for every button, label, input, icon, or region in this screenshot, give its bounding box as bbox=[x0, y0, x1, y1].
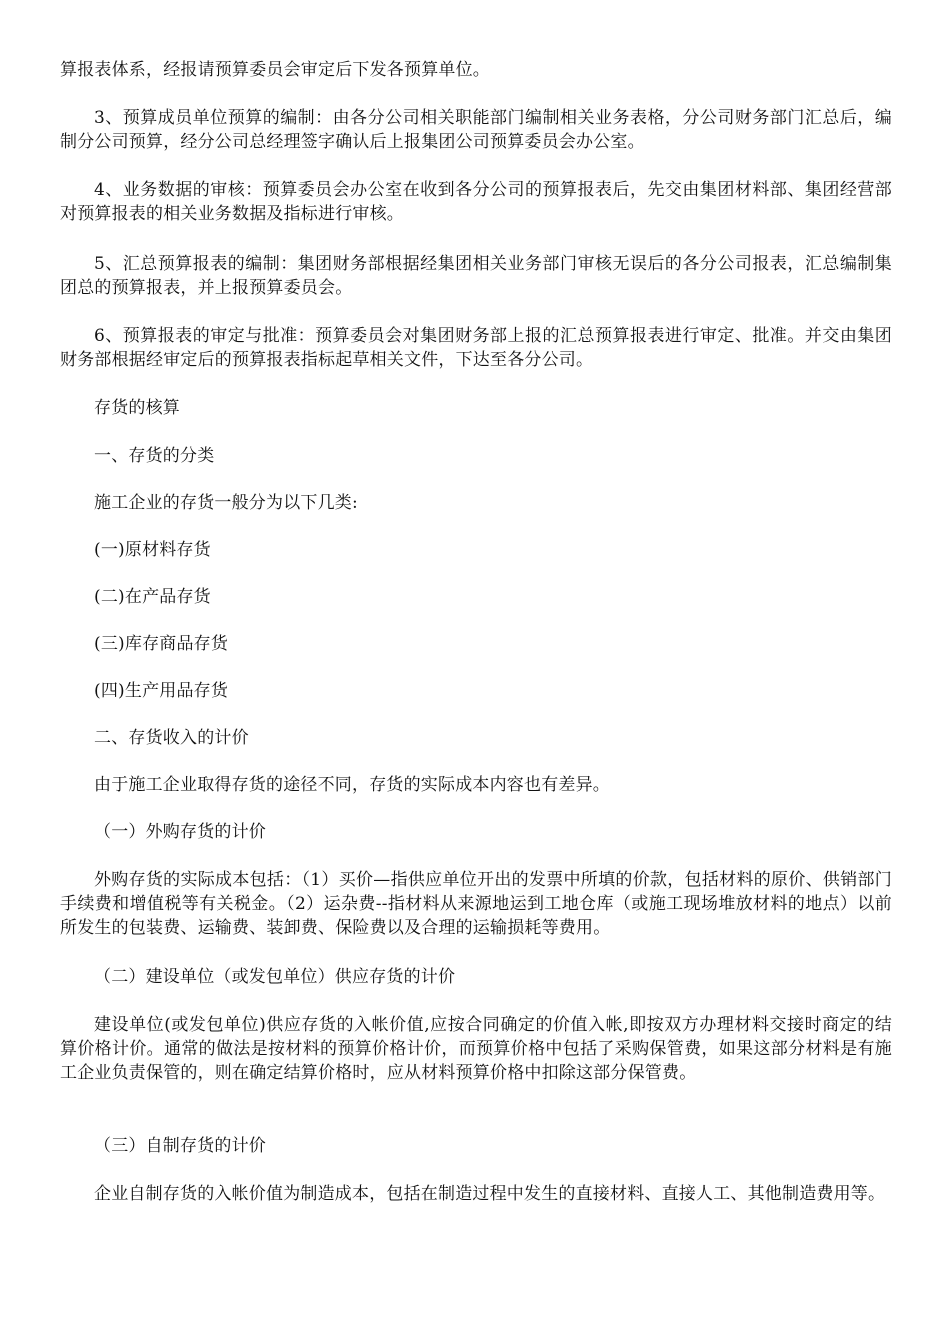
list-item-raw-materials: (一)原材料存货 bbox=[94, 540, 211, 560]
heading-inventory-classification: 一、存货的分类 bbox=[94, 446, 215, 466]
paragraph-inventory-types-intro: 施工企业的存货一般分为以下几类: bbox=[94, 493, 358, 513]
paragraph-continuation: 算报表体系，经报请预算委员会审定后下发各预算单位。 bbox=[60, 60, 490, 80]
list-item-production-supplies: (四)生产用品存货 bbox=[94, 681, 229, 701]
paragraph-step-3: 3、预算成员单位预算的编制：由各分公司相关职能部门编制相关业务表格，分公司财务部门汇总后，编制分公司预算，经分公司总经理签字确认后上报集团公司预算委员会办公室。 bbox=[60, 108, 892, 152]
list-item-stock-goods: (三)库存商品存货 bbox=[94, 634, 229, 654]
list-item-work-in-progress: (二)在产品存货 bbox=[94, 587, 211, 607]
paragraph-self-made-inventory-cost: 企业自制存货的入帐价值为制造成本，包括在制造过程中发生的直接材料、直接人工、其他制造费用等。 bbox=[94, 1184, 886, 1204]
heading-purchased-inventory: （一）外购存货的计价 bbox=[94, 822, 266, 842]
heading-client-supplied-inventory: （二）建设单位（或发包单位）供应存货的计价 bbox=[94, 967, 456, 987]
paragraph-cost-differences: 由于施工企业取得存货的途径不同，存货的实际成本内容也有差异。 bbox=[94, 775, 610, 795]
heading-inventory-receipt-valuation: 二、存货收入的计价 bbox=[94, 728, 249, 748]
paragraph-client-supplied-inventory-value: 建设单位(或发包单位)供应存货的入帐价值,应按合同确定的价值入帐,即按双方办理材料交接时商定的结算价格计价。通常的做法是按材料的预算价格计价，而预算价格中包括了采购保管费，如果这部分材料是有施工企业负责保管的，则在确定结算价格时，应从材料预算价格中扣除这部分保管费。 bbox=[60, 1015, 892, 1083]
section-title-inventory-accounting: 存货的核算 bbox=[94, 398, 180, 418]
paragraph-step-4: 4、业务数据的审核：预算委员会办公室在收到各分公司的预算报表后，先交由集团材料部、集团经营部对预算报表的相关业务数据及指标进行审核。 bbox=[60, 180, 892, 224]
paragraph-purchased-inventory-cost: 外购存货的实际成本包括：（1）买价—指供应单位开出的发票中所填的价款，包括材料的原价、供销部门手续费和增值税等有关税金。（2）运杂费--指材料从来源地运到工地仓库（或施工现场堆放材料的地点）以前所发生的包装费、运输费、装卸费、保险费以及合理的运输损耗等费用。 bbox=[60, 870, 892, 938]
heading-self-made-inventory: （三）自制存货的计价 bbox=[94, 1136, 266, 1156]
paragraph-step-6: 6、预算报表的审定与批准：预算委员会对集团财务部上报的汇总预算报表进行审定、批准。并交由集团财务部根据经审定后的预算报表指标起草相关文件，下达至各分公司。 bbox=[60, 326, 892, 370]
paragraph-step-5: 5、汇总预算报表的编制：集团财务部根据经集团相关业务部门审核无误后的各分公司报表，汇总编制集团总的预算报表，并上报预算委员会。 bbox=[60, 254, 892, 298]
